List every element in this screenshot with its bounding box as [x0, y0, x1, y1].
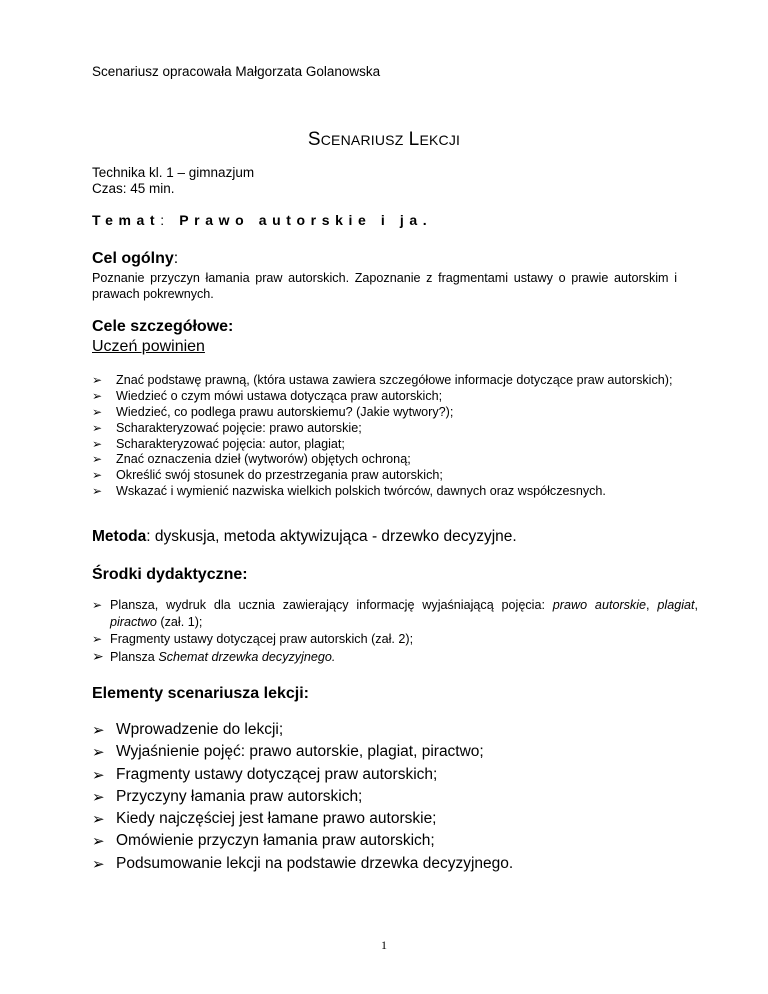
arrow-bullet-icon: ➢: [92, 373, 103, 387]
list-item-text: Wiedzieć, co podlega prawu autorskiemu? (Jakie wytwory?);: [116, 404, 454, 419]
arrow-bullet-icon: ➢: [92, 810, 105, 829]
list-item: [92, 741, 513, 763]
list-item-text: Scharakteryzować pojęcie: prawo autorskie;: [116, 420, 362, 435]
document-title: [0, 129, 768, 151]
topic-colon: :: [160, 212, 170, 228]
list-item: [92, 421, 672, 437]
arrow-bullet-icon: ➢: [92, 484, 103, 499]
arrow-bullet-icon: ➢: [92, 436, 103, 451]
arrow-bullet-icon: ➢: [92, 632, 103, 646]
arrow-bullet-icon: ➢: [92, 468, 103, 483]
list-item-text: Przyczyny łamania praw autorskich;: [116, 787, 363, 805]
list-item-text: Wyjaśnienie pojęć: prawo autorskie, plagiat, piractwo;: [116, 743, 484, 761]
list-item-text: Omówienie przyczyn łamania praw autorskich;: [116, 832, 435, 850]
list-item-text: Znać podstawę prawną, (która ustawa zawiera szczegółowe informacje dotyczące praw autorskich);: [116, 373, 673, 387]
list-item-text: Scharakteryzować pojęcia: autor, plagiat;: [116, 436, 345, 451]
aid-3-em: Schemat drzewka decyzyjnego.: [158, 650, 336, 664]
topic-value: Prawo autorskie i ja.: [179, 212, 433, 228]
list-item: [92, 631, 698, 648]
general-goal-text: Poznanie przyczyn łamania praw autorskich. Zapoznanie z fragmentami ustawy o prawie autorskim i prawach pokrewnych.: [92, 271, 677, 301]
aid-1-pre: Plansza, wydruk dla ucznia zawierający informację wyjaśniającą pojęcia:: [110, 598, 553, 612]
list-item-text: Wprowadzenie do lekcji;: [116, 721, 284, 738]
title-rest-1: CENARIUSZ: [320, 132, 404, 148]
aid-1-post: (zał. 1);: [156, 615, 203, 629]
list-item: [92, 649, 698, 666]
list-item: [92, 830, 513, 852]
arrow-bullet-icon: ➢: [92, 598, 103, 612]
list-item: [92, 405, 672, 421]
list-item: [92, 597, 698, 631]
arrow-bullet-icon: ➢: [92, 787, 105, 806]
list-item: [92, 764, 513, 786]
title-letter-s: S: [307, 129, 321, 150]
list-item: [92, 452, 672, 468]
list-item-text: Wskazać i wymienić nazwiska wielkich polskich twórców, dawnych oraz współczesnych.: [116, 484, 606, 499]
page-number: 1: [381, 938, 387, 952]
arrow-bullet-icon: ➢: [92, 452, 103, 467]
teaching-aids-list: [92, 597, 698, 666]
specific-goals-subheading: Uczeń powinien: [92, 338, 205, 355]
arrow-bullet-icon: ➢: [92, 832, 105, 851]
aid-1-sep: ,: [646, 598, 658, 612]
lesson-elements-list: [92, 719, 513, 875]
list-item: [92, 719, 513, 741]
method-label: Metoda: [92, 528, 147, 545]
arrow-bullet-icon: ➢: [92, 404, 103, 419]
list-item: [92, 437, 672, 453]
list-item: [92, 389, 672, 405]
general-goal-label: Cel ogólny: [92, 250, 174, 267]
list-item-text: Znać oznaczenia dzieł (wytworów) objętych ochroną;: [116, 452, 411, 467]
list-item: [92, 373, 672, 389]
method-text: : dyskusja, metoda aktywizująca - drzewko decyzyjne.: [146, 528, 517, 545]
header-note: Scenariusz opracowała Małgorzata Golanowska: [92, 64, 381, 79]
method-line: [92, 528, 517, 546]
list-item-text: Kiedy najczęściej jest łamane prawo autorskie;: [116, 810, 437, 828]
list-item: [92, 484, 672, 500]
aid-1-term-piracy: piractwo: [110, 615, 157, 629]
list-item: [92, 853, 513, 875]
aid-1-term-copyright: prawo autorskie: [552, 598, 647, 612]
title-rest-2: EKCJI: [419, 132, 461, 148]
arrow-bullet-icon: ➢: [92, 765, 105, 784]
list-item-text: Fragmenty ustawy dotyczącej praw autorskich;: [116, 765, 438, 783]
aid-3-pre: Plansza: [110, 650, 159, 664]
aid-1-sep: ,: [694, 598, 699, 612]
aid-2-text: Fragmenty ustawy dotyczącej praw autorskich (zał. 2);: [110, 632, 414, 646]
arrow-bullet-icon: ➢: [92, 388, 103, 403]
arrow-bullet-icon: ➢: [92, 420, 103, 435]
specific-goals-heading: Cele szczegółowe:: [92, 318, 234, 335]
list-item: [92, 468, 672, 484]
arrow-bullet-icon: ➢: [92, 743, 105, 762]
arrow-bullet-icon: ➢: [92, 721, 105, 739]
arrow-bullet-icon: ➢: [92, 649, 104, 665]
title-letter-l: L: [408, 129, 420, 150]
general-goal-heading: [92, 250, 178, 268]
list-item-text: Wiedzieć o czym mówi ustawa dotycząca praw autorskich;: [116, 388, 443, 403]
general-goal-colon: :: [173, 250, 179, 267]
aid-1-term-plagiarism: plagiat: [657, 598, 695, 612]
list-item: [92, 786, 513, 808]
topic-label: Temat: [92, 212, 161, 228]
list-item-text: Określić swój stosunek do przestrzegania praw autorskich;: [116, 468, 443, 483]
list-item-text: Podsumowanie lekcji na podstawie drzewka decyzyjnego.: [116, 854, 514, 872]
topic-line: [92, 212, 432, 228]
class-line: Technika kl. 1 – gimnazjum: [92, 165, 255, 180]
specific-goals-list: [92, 373, 672, 500]
lesson-elements-heading: Elementy scenariusza lekcji:: [92, 685, 309, 702]
list-item: [92, 808, 513, 830]
arrow-bullet-icon: ➢: [92, 854, 105, 873]
time-line: Czas: 45 min.: [92, 181, 175, 196]
teaching-aids-heading: Środki dydaktyczne:: [92, 566, 248, 583]
